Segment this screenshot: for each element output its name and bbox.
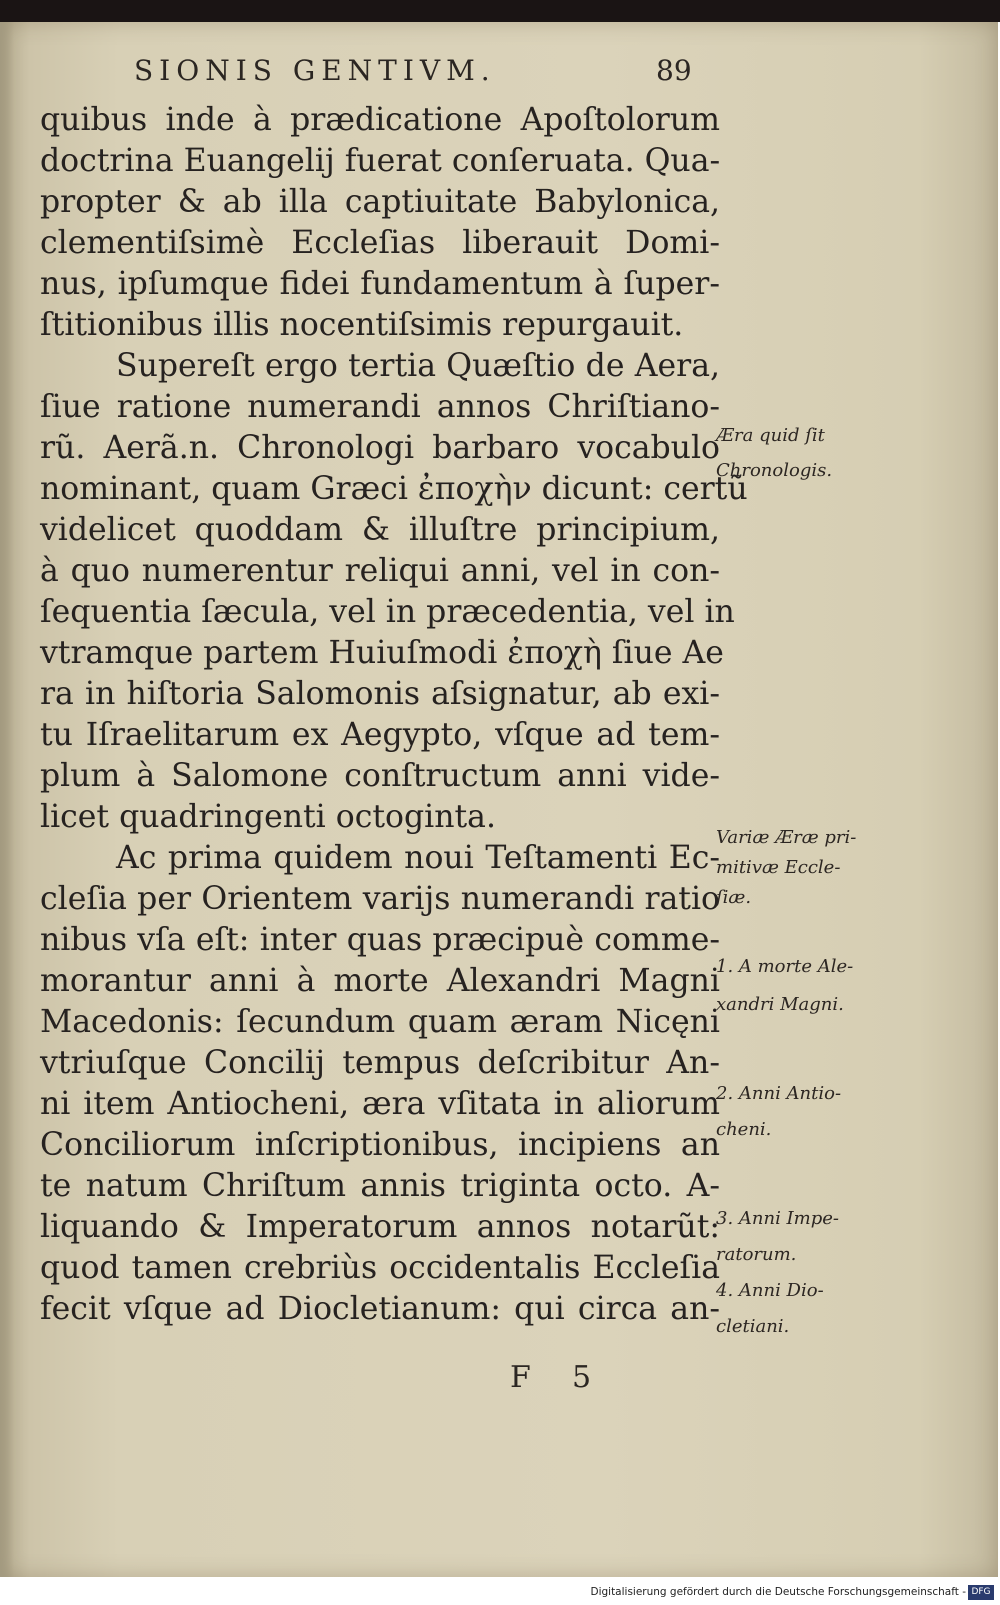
scan-top-edge — [0, 0, 1000, 22]
text-line: tu Iſraelitarum ex Aegypto, vſque ad tem- — [40, 717, 720, 753]
digitization-credit: Digitalisierung gefördert durch die Deutsche Forschungsgemeinschaft - — [590, 1586, 966, 1598]
text-line: propter & ab illa captiuitate Babylonica, — [40, 184, 720, 220]
margin-note: mitivæ Eccle- — [716, 857, 841, 878]
text-line: liquando & Imperatorum annos notarũt: — [40, 1209, 720, 1245]
text-line: ſtitionibus illis nocentiſsimis repurgauit. — [40, 307, 684, 343]
text-line: vtramque partem Huiuſmodi ἐποχὴ ſiue Ae — [40, 635, 724, 671]
text-line: cleſia per Orientem varijs numerandi ratio — [40, 881, 720, 917]
margin-note: 2. Anni Antio- — [716, 1083, 842, 1104]
margin-note: Æra quid ſit — [716, 425, 825, 446]
text-line: Ac prima quidem noui Teſtamenti Ec- — [116, 840, 720, 876]
margin-note: cheni. — [716, 1119, 772, 1140]
text-line: videlicet quoddam & illuſtre principium, — [40, 512, 720, 548]
margin-note: 3. Anni Impe- — [716, 1208, 839, 1229]
page-number: 89 — [656, 54, 692, 87]
text-line: ſiue ratione numerandi annos Chriſtiano- — [40, 389, 720, 425]
text-line: nibus vſa eſt: inter quas præcipuè comme- — [40, 922, 720, 958]
text-line: te natum Chriſtum annis triginta octo. A- — [40, 1168, 720, 1204]
text-line: Supereſt ergo tertia Quæſtio de Aera, — [116, 348, 720, 384]
margin-note: 4. Anni Dio- — [716, 1280, 824, 1301]
margin-note: cletiani. — [716, 1316, 790, 1337]
running-head — [134, 50, 694, 90]
text-line: quibus inde à prædicatione Apoſtolorum — [40, 102, 720, 138]
text-line: nus, ipſumque fidei fundamentum à ſuper- — [40, 266, 720, 302]
running-head-title: SIONIS GENTIVM. — [134, 54, 496, 87]
text-line: clementiſsimè Eccleſias liberauit Domi- — [40, 225, 720, 261]
text-line: plum à Salomone conſtructum anni vide- — [40, 758, 720, 794]
text-line: licet quadringenti octoginta. — [40, 799, 496, 835]
signature-letter: F — [510, 1360, 531, 1395]
text-line: rũ. Aerã.n. Chronologi barbaro vocabulo — [40, 430, 720, 466]
text-line: ſequentia ſæcula, vel in præcedentia, vel in — [40, 594, 735, 630]
text-line: nominant, quam Græci ἐποχὴν dicunt: certũ — [40, 471, 748, 507]
signature-number: 5 — [572, 1360, 592, 1395]
text-line: ni item Antiocheni, æra vſitata in aliorum — [40, 1086, 720, 1122]
text-line: morantur anni à morte Alexandri Magni — [40, 963, 720, 999]
text-line: Macedonis: ſecundum quam æram Nicęni — [40, 1004, 720, 1040]
margin-note: ſiæ. — [716, 887, 752, 908]
margin-note: Variæ Æræ pri- — [716, 827, 857, 848]
margin-note: ratorum. — [716, 1244, 797, 1265]
page-gutter-shadow — [0, 22, 14, 1577]
margin-note: Chronologis. — [716, 460, 833, 481]
text-line: vtriuſque Concilij tempus deſcribitur An- — [40, 1045, 720, 1081]
text-line: ra in hiſtoria Salomonis aſsignatur, ab exi- — [40, 676, 720, 712]
margin-note: xandri Magni. — [716, 994, 844, 1015]
text-line: fecit vſque ad Diocletianum: qui circa an- — [40, 1291, 720, 1327]
margin-note: 1. A morte Ale- — [716, 956, 854, 977]
text-line: Conciliorum inſcriptionibus, incipiens an — [40, 1127, 720, 1163]
dfg-logo: DFG — [968, 1585, 994, 1600]
text-line: doctrina Euangelij fuerat conſeruata. Qua- — [40, 143, 721, 179]
text-line: quod tamen crebriùs occidentalis Eccleſia — [40, 1250, 720, 1286]
text-line: à quo numerentur reliqui anni, vel in con- — [40, 553, 720, 589]
